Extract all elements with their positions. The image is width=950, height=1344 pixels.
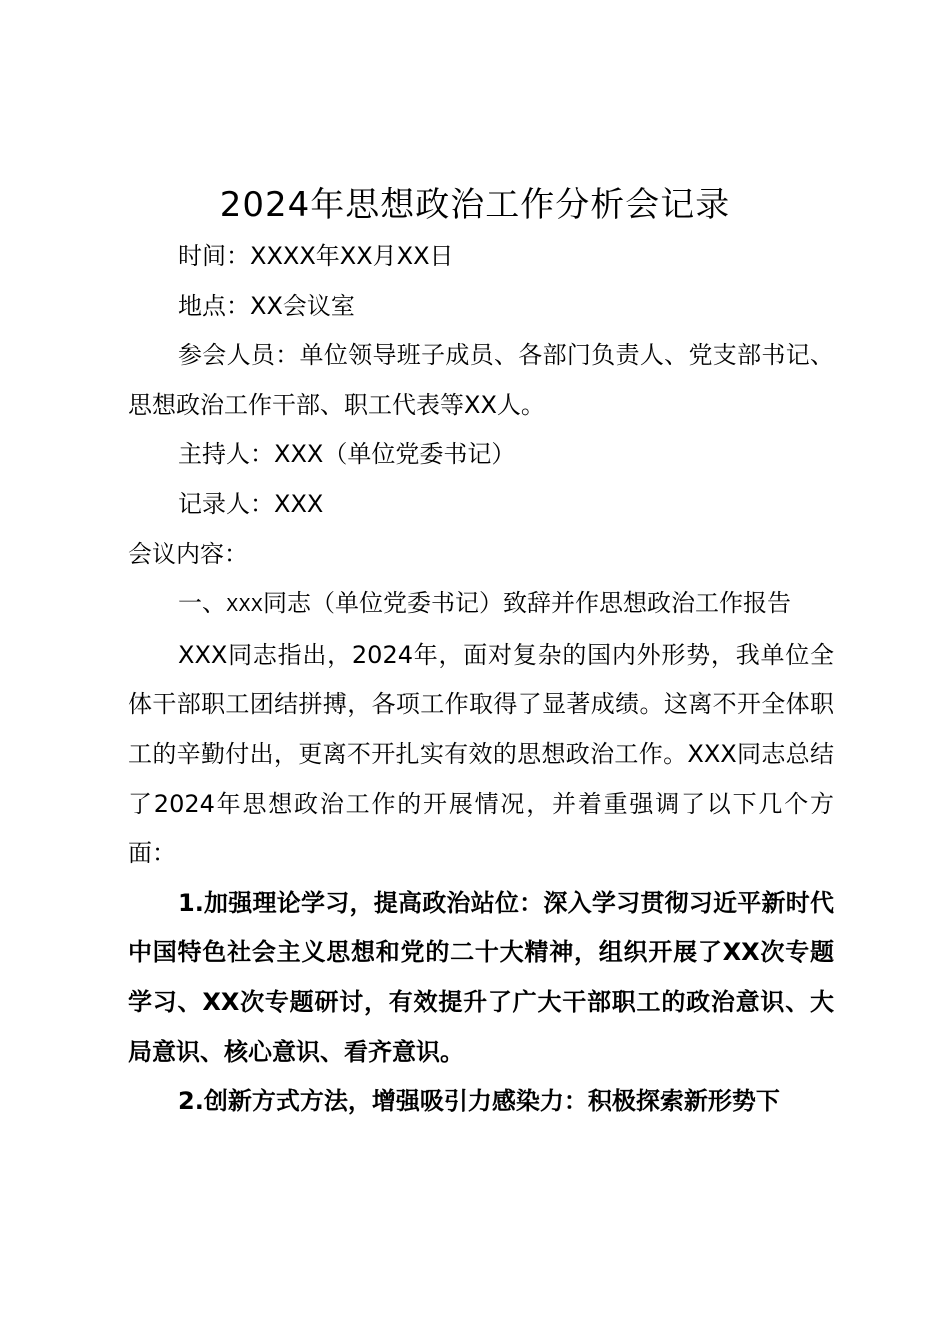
report-paragraph: XXX同志指出，2024年，面对复杂的国内外形势，我单位全体干部职工团结拼搏，各项工作取得了显著成绩。这离不开全体职工的辛勤付出，更离不开扎实有效的思想政治工作。XXX同志总结了2024年思想政治工作的开展情况，并着重强调了以下几个方面：: [128, 640, 834, 868]
meeting-time: 时间：XXXX年XX月XX日: [178, 242, 454, 270]
meeting-host: 主持人：XXX（单位党委书记）: [178, 440, 516, 469]
meeting-attendees: 参会人员：单位领导班子成员、各部门负责人、党支部书记、思想政治工作干部、职工代表等XX人。: [128, 341, 834, 419]
document-title: 2024年思想政治工作分析会记录: [219, 185, 731, 225]
meeting-recorder: 记录人：XXX: [178, 489, 324, 518]
section-person: XXX: [226, 595, 263, 617]
section-prefix: 一、: [178, 589, 226, 618]
meeting-place: 地点：XX会议室: [178, 291, 355, 320]
point-2: 2.创新方式方法，增强吸引力感染力：积极探索新形势下: [178, 1087, 780, 1116]
document-body: [128, 232, 834, 1127]
section-heading-1: [128, 579, 834, 631]
content-heading: 会议内容：: [128, 539, 248, 568]
point-1: 1.加强理论学习，提高政治站位：深入学习贯彻习近平新时代中国特色社会主义思想和党的二十大精神，组织开展了XX次专题学习、XX次专题研讨，有效提升了广大干部职工的政治意识、大局意识、核心意识、看齐意识。: [128, 888, 834, 1066]
section-rest: 同志（单位党委书记）致辞并作思想政治工作报告: [263, 589, 791, 618]
